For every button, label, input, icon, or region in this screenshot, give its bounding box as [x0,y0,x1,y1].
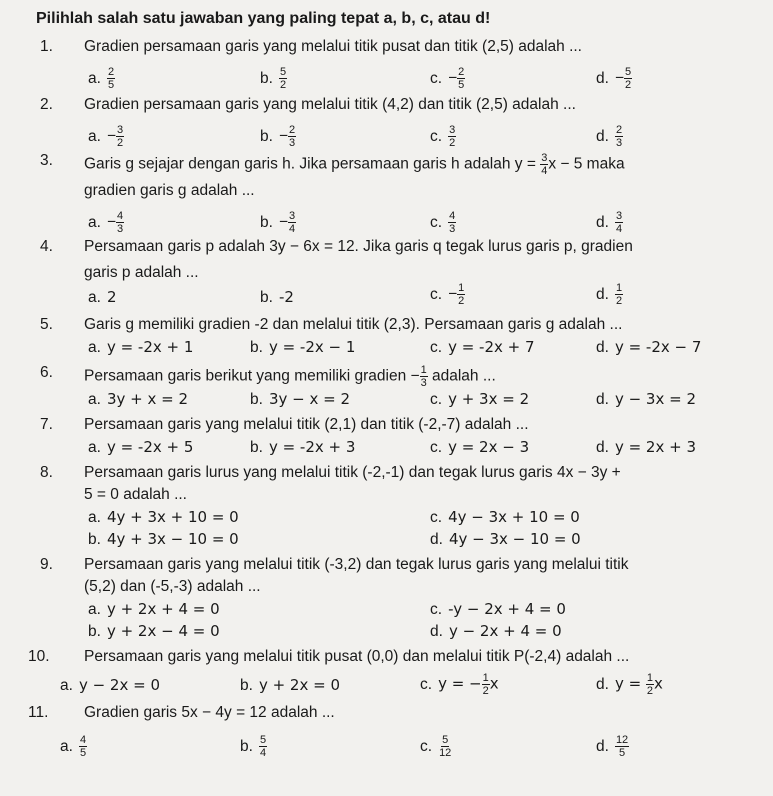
option-a[interactable]: a. y = -2x + 5 [88,438,194,456]
option-a[interactable]: a. 3y + x = 2 [88,390,188,408]
option-c[interactable]: c. $\frac{3}{2}$ [430,124,456,149]
question-text: Persamaan garis berikut yang memiliki gradien − $\frac{1}{3}$ adalah ... [84,364,496,389]
option-a[interactable]: a. y = -2x + 1 [88,338,194,356]
question-text: Persamaan garis yang melalui titik (-3,2) dan tegak lurus garis yang melalui titik [84,556,629,573]
fraction: $\frac{4}{3}$ [449,210,456,235]
question-text: Persamaan garis yang melalui titik pusat (0,0) dan melalui titik P(-2,4) adalah ... [84,648,630,665]
question-text: Gradien persamaan garis yang melalui titik pusat dan titik (2,5) adalah ... [84,38,582,55]
question-text: Persamaan garis p adalah 3y − 6x = 12. Jika garis q tegak lurus garis p, gradien [84,238,633,255]
worksheet-page: Pilihlah salah satu jawaban yang paling tepat a, b, c, atau d! 1. Gradien persamaan garis yang melalui titik pusat dan titik (2,5) adalah ... a. $\frac{2}{5}$ b. $\frac{5}{2}$ c. − $\frac{2}{5}$ d. − $\frac{5}{2}$ 2. Gradien persamaan garis yang melalui titik (4,2) dan titik (2,5) adalah ... a. − $\frac{3}{2}$ b. − $\frac{2}{3}$ c. $\frac{3}{2}$ d. $\frac{2}{3}$ 3. Garis g sejajar dengan garis h. Jika persamaan garis h adalah y = $\frac{3}{4}$ x − 5 maka gradien garis g adalah ... a. − $\frac{4}{3}$ b. − $\frac{3}{4}$ c. $\frac{4}{3}$ d. $\frac{3}{4}$ 4. Persamaan garis p adalah 3y − 6x = 12. Jika garis q tegak lurus garis p, gradien garis p adalah ... a. 2 b. -2 c. − $\frac{1}{2}$ d. $\frac{1}{2}$ 5. Garis g memiliki gradien -2 dan melalui titik (2,3). Persamaan garis g adalah ... a. y = -2x + 1 b. y = -2x − 1 c. y = -2x + 7 d. y = -2x − 7 6. Persamaan garis berikut yang memiliki gradien − $\frac{1}{3}$ adalah ... a. 3y + x = 2 b. 3y − x = 2 c. y + 3x = 2 d. y − 3x = 2 7. Persamaan garis yang melalui titik (2,1) dan titik (-2,-7) adalah ... a. y = -2x + 5 b. y = -2x + 3 c. y = 2x − 3 d. y = 2x + 3 8. Persamaan garis lurus yang melalui titik (-2,-1) dan tegak lurus garis 4x − 3y + 5 = 0 adalah ... a. 4y + 3x + 10 = 0 c. 4y − 3x + 10 = 0 b. 4y + 3x − 10 = 0 d. 4y − 3x − 10 = 0 9. Persamaan garis yang melalui titik (-3,2) dan tegak lurus garis yang melalui titik (5,2) dan (-5,-3) adalah ... a. y + 2x + 4 = 0 c. -y − 2x + 4 = 0 b. y + 2x − 4 = 0 d. y − 2x + 4 = 0 10. Persamaan garis yang melalui titik pusat (0,0) dan melalui titik P(-2,4) adalah ... a. y − 2x = 0 b. y + 2x = 0 c. y = − $\frac{1}{2}$ x d. y = $\frac{1}{2}$ x 11. Gradien garis 5x − 4y = 12 adalah ... a. $\frac{4}{5}$ b. $\frac{5}{4}$ c. $\frac{5}{12}$ d. $\frac{12}{5}$ [28,10,702,759]
fraction: $\frac{1}{2}$ [615,282,623,307]
fraction: $\frac{2}{5}$ [107,66,115,91]
option-b[interactable]: b. − $\frac{2}{3}$ [260,124,296,149]
fraction: $\frac{4}{3}$ [117,210,124,235]
option-a[interactable]: a. 2 [88,288,117,306]
option-b[interactable]: b. y = -2x + 3 [250,438,356,456]
question-number: 10. [28,648,50,665]
question-number: 1. [40,38,53,55]
question-text: Persamaan garis yang melalui titik (2,1) dan titik (-2,-7) adalah ... [84,416,529,433]
option-d[interactable]: d. y − 3x = 2 [596,390,696,408]
question-number: 7. [40,416,53,433]
option-c[interactable]: c. y = − $\frac{1}{2}$ x [420,672,499,697]
option-c[interactable]: c. − $\frac{2}{5}$ [430,66,465,91]
question-number: 3. [40,152,53,169]
option-c[interactable]: c. y = -2x + 7 [430,338,535,356]
fraction: $\frac{3}{2}$ [449,124,456,149]
fraction: $\frac{2}{5}$ [458,66,465,91]
question-number: 6. [40,364,53,381]
fraction: $\frac{5}{2}$ [625,66,632,91]
option-d[interactable]: d. $\frac{1}{2}$ [596,282,623,307]
option-d[interactable]: d. − $\frac{5}{2}$ [596,66,632,91]
option-d[interactable]: d. y = $\frac{1}{2}$ x [596,672,663,697]
option-d[interactable]: d. y − 2x + 4 = 0 [430,622,562,640]
option-a[interactable]: a. 4y + 3x + 10 = 0 [88,508,239,526]
question-text: Gradien garis 5x − 4y = 12 adalah ... [84,704,335,721]
option-c[interactable]: c. 4y − 3x + 10 = 0 [430,508,580,526]
option-d[interactable]: d. y = -2x − 7 [596,338,702,356]
option-b[interactable]: b. $\frac{5}{4}$ [240,734,267,759]
option-c[interactable]: c. − $\frac{1}{2}$ [430,282,465,307]
fraction: $\frac{1}{2}$ [458,282,465,307]
fraction: $\frac{5}{12}$ [439,734,452,759]
question-text: Garis g memiliki gradien -2 dan melalui titik (2,3). Persamaan garis g adalah ... [84,316,623,333]
fraction: $\frac{4}{5}$ [79,734,87,759]
option-b[interactable]: b. 4y + 3x − 10 = 0 [88,530,239,548]
fraction: $\frac{12}{5}$ [615,734,629,759]
option-a[interactable]: a. − $\frac{3}{2}$ [88,124,124,149]
fraction: $\frac{3}{4}$ [289,210,296,235]
question-number: 4. [40,238,53,255]
option-b[interactable]: b. y + 2x = 0 [240,676,340,694]
option-a[interactable]: a. y + 2x + 4 = 0 [88,600,220,618]
fraction: $\frac{5}{2}$ [279,66,287,91]
question-text: Garis g sejajar dengan garis h. Jika persamaan garis h adalah y = $\frac{3}{4}$ x − 5 maka [84,152,625,177]
option-c[interactable]: c. y = 2x − 3 [430,438,530,456]
question-text: Persamaan garis lurus yang melalui titik (-2,-1) dan tegak lurus garis 4x − 3y + [84,464,621,481]
question-number: 11. [28,704,49,721]
fraction: $\frac{2}{3}$ [615,124,623,149]
option-d[interactable]: d. $\frac{12}{5}$ [596,734,629,759]
fraction: $\frac{1}{3}$ [420,364,427,389]
fraction: $\frac{1}{2}$ [482,672,489,697]
option-c[interactable]: c. $\frac{5}{12}$ [420,734,452,759]
option-b[interactable]: b. 3y − x = 2 [250,390,350,408]
option-d[interactable]: d. $\frac{2}{3}$ [596,124,623,149]
option-c[interactable]: c. -y − 2x + 4 = 0 [430,600,566,618]
question-number: 5. [40,316,53,333]
option-b[interactable]: b. -2 [260,288,294,306]
option-b[interactable]: b. y = -2x − 1 [250,338,356,356]
option-b[interactable]: b. y + 2x − 4 = 0 [88,622,220,640]
question-text: Gradien persamaan garis yang melalui titik (4,2) dan titik (2,5) adalah ... [84,96,576,113]
option-b[interactable]: b. − $\frac{3}{4}$ [260,210,296,235]
option-a[interactable]: a. y − 2x = 0 [60,676,160,694]
fraction: $\frac{3}{4}$ [615,210,623,235]
option-d[interactable]: d. 4y − 3x − 10 = 0 [430,530,581,548]
option-d[interactable]: d. $\frac{3}{4}$ [596,210,623,235]
fraction: $\frac{3}{4}$ [541,152,548,177]
question-number: 8. [40,464,53,481]
option-c[interactable]: c. $\frac{4}{3}$ [430,210,456,235]
question-number: 9. [40,556,53,573]
question-number: 2. [40,96,53,113]
fraction: $\frac{1}{2}$ [646,672,654,697]
option-c[interactable]: c. y + 3x = 2 [430,390,530,408]
fraction: $\frac{2}{3}$ [289,124,296,149]
option-b[interactable]: b. $\frac{5}{2}$ [260,66,287,91]
option-d[interactable]: d. y = 2x + 3 [596,438,696,456]
instruction-heading: Pilihlah salah satu jawaban yang paling tepat a, b, c, atau d! [36,10,491,27]
option-a[interactable]: a. $\frac{2}{5}$ [88,66,115,91]
fraction: $\frac{5}{4}$ [259,734,267,759]
fraction: $\frac{3}{2}$ [117,124,124,149]
option-a[interactable]: a. − $\frac{4}{3}$ [88,210,124,235]
option-a[interactable]: a. $\frac{4}{5}$ [60,734,87,759]
